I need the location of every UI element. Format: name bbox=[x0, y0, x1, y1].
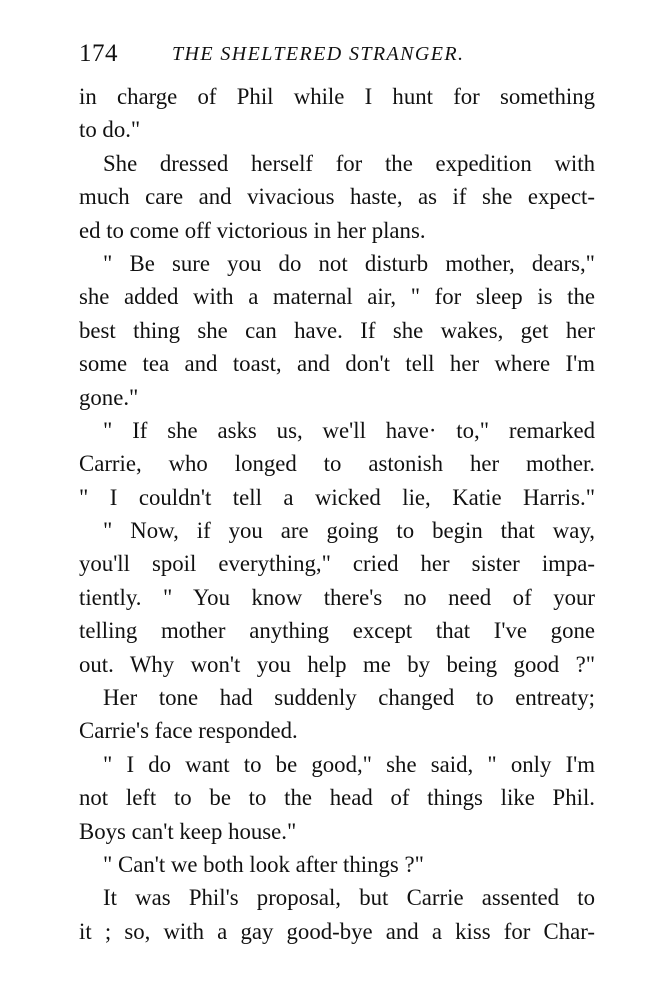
text-line: Carrie, who longed to astonish her mother. bbox=[79, 451, 595, 477]
body-text bbox=[79, 80, 595, 948]
text-line: " If she asks us, we'll have· to," remarked bbox=[103, 417, 595, 443]
text-line: tiently. " You know there's no need of your bbox=[79, 584, 595, 610]
text-line: It was Phil's proposal, but Carrie assented to bbox=[103, 885, 595, 911]
text-line: to do." bbox=[79, 117, 141, 143]
text-line: ed to come off victorious in her plans. bbox=[79, 217, 426, 243]
text-line: " I do want to be good," she said, " only I'm bbox=[103, 751, 595, 777]
page-number: 174 bbox=[79, 40, 118, 67]
text-line: Boys can't keep house." bbox=[79, 818, 297, 844]
text-line: " Be sure you do not disturb mother, dears," bbox=[103, 250, 595, 276]
running-head bbox=[79, 40, 595, 80]
text-line: not left to be to the head of things like Phil. bbox=[79, 785, 595, 811]
text-line: Her tone had suddenly changed to entreaty; bbox=[103, 685, 595, 711]
text-line: Carrie's face responded. bbox=[79, 718, 298, 744]
text-line: gone." bbox=[79, 384, 139, 410]
text-line: you'll spoil everything," cried her sister impa- bbox=[79, 551, 595, 577]
text-line: " I couldn't tell a wicked lie, Katie Harris." bbox=[79, 484, 595, 510]
running-title: THE SHELTERED STRANGER. bbox=[172, 43, 465, 65]
text-line: " Now, if you are going to begin that way, bbox=[103, 518, 595, 544]
text-line: it ; so, with a gay good-bye and a kiss for Char- bbox=[79, 918, 595, 944]
text-line: she added with a maternal air, " for sleep is the bbox=[79, 284, 595, 310]
text-line: She dressed herself for the expedition with bbox=[103, 150, 595, 176]
text-line: " Can't we both look after things ?" bbox=[103, 851, 424, 877]
text-line: some tea and toast, and don't tell her where I'm bbox=[79, 351, 595, 377]
text-line: much care and vivacious haste, as if she expect- bbox=[79, 184, 595, 210]
text-line: in charge of Phil while I hunt for something bbox=[79, 84, 595, 109]
book-page bbox=[79, 40, 595, 948]
text-line: best thing she can have. If she wakes, get her bbox=[79, 317, 595, 343]
text-line: telling mother anything except that I've gone bbox=[79, 618, 595, 644]
text-line: out. Why won't you help me by being good ?" bbox=[79, 651, 595, 677]
